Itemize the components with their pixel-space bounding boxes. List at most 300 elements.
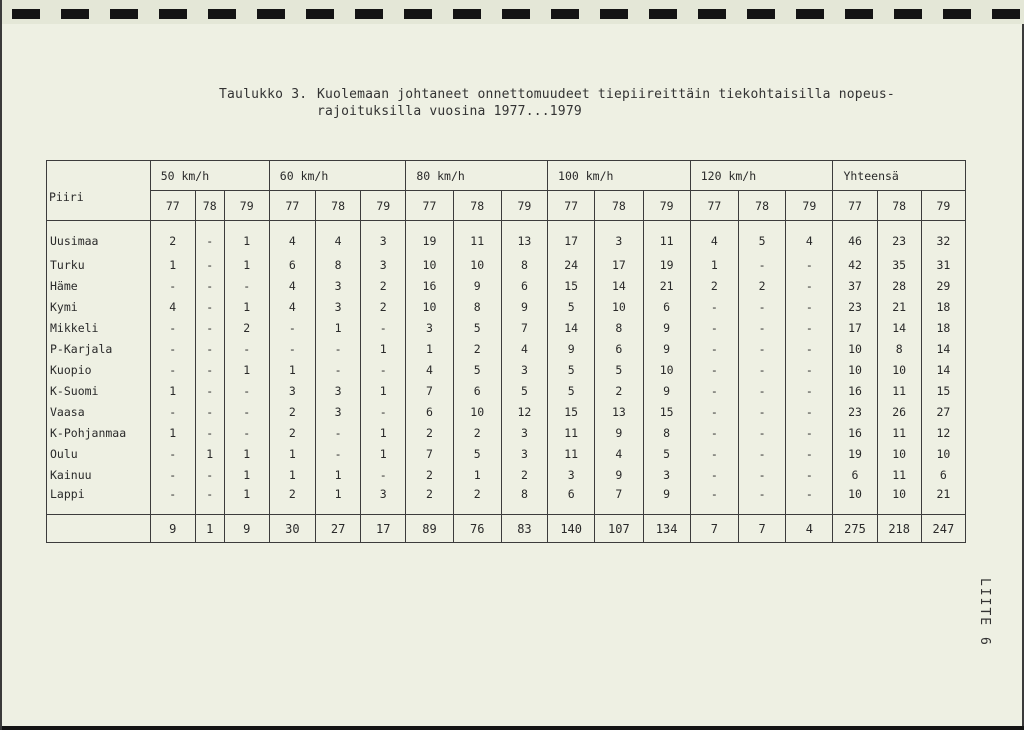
group-header-120: 120 km/h [690,161,833,191]
table-cell: 3 [269,380,315,401]
table-cell: - [150,275,195,296]
total-cell: 7 [739,515,786,543]
table-cell: 9 [643,380,690,401]
table-cell: 10 [877,485,921,515]
table-cell: 1 [269,443,315,464]
perforation-hole [502,9,530,19]
totals-label-cell [47,515,151,543]
table-cell: 1 [361,422,406,443]
table-cell: - [739,401,786,422]
table-cell: 1 [315,317,360,338]
table-cell: 6 [833,464,877,485]
table-cell: 19 [406,221,453,255]
table-cell: - [690,422,738,443]
table-cell: 8 [453,296,501,317]
table-cell: - [361,359,406,380]
table-cell: 37 [833,275,877,296]
table-cell: - [224,380,269,401]
table-cell: - [195,359,224,380]
total-cell: 7 [690,515,738,543]
table-cell: 10 [643,359,690,380]
table-cell: 2 [501,464,547,485]
table-cell: 1 [224,296,269,317]
table-row [47,359,966,380]
table-cell: 11 [877,422,921,443]
table-cell: 11 [453,221,501,255]
year-header-80-78: 78 [453,191,501,221]
table-cell: 9 [643,485,690,515]
district-name: Vaasa [47,401,151,422]
table-cell: 5 [643,443,690,464]
table-row [47,221,966,255]
table-cell: - [315,422,360,443]
year-header-60-79: 79 [361,191,406,221]
table-cell: 6 [921,464,965,485]
table-cell: 9 [548,338,595,359]
table-cell: - [224,422,269,443]
perforation-hole [306,9,334,19]
perforation-strip [2,0,1024,24]
table-cell: 14 [877,317,921,338]
table-cell: 2 [453,422,501,443]
table-cell: - [315,359,360,380]
table-cell: 5 [595,359,643,380]
table-cell: - [739,338,786,359]
table-cell: 32 [921,221,965,255]
table-row [47,317,966,338]
table-cell: 11 [548,443,595,464]
table-cell: 2 [224,317,269,338]
table-cell: 2 [690,275,738,296]
table-cell: 1 [150,254,195,275]
table-cell: 5 [739,221,786,255]
year-header-total-79: 79 [921,191,965,221]
table-cell: 26 [877,401,921,422]
table-cell: - [739,422,786,443]
group-header-50: 50 km/h [150,161,269,191]
group-header-total: Yhteensä [833,161,966,191]
table-cell: 16 [833,422,877,443]
table-cell: 4 [269,221,315,255]
table-cell: 31 [921,254,965,275]
table-cell: 10 [833,338,877,359]
table-cell: 14 [595,275,643,296]
group-header-100: 100 km/h [548,161,691,191]
district-name: Kainuu [47,464,151,485]
year-header-total-78: 78 [877,191,921,221]
table-cell: - [195,380,224,401]
year-header-50-79: 79 [224,191,269,221]
total-cell: 4 [786,515,833,543]
table-cell: 10 [453,254,501,275]
table-cell: - [150,464,195,485]
table-row [47,338,966,359]
year-header-60-78: 78 [315,191,360,221]
table-cell: 2 [269,485,315,515]
table-cell: - [786,275,833,296]
table-cell: 21 [877,296,921,317]
accident-table [46,160,966,543]
table-cell: 11 [643,221,690,255]
table-cell: 14 [921,359,965,380]
table-cell: - [739,317,786,338]
table-cell: 1 [224,464,269,485]
table-cell: 8 [315,254,360,275]
table-cell: - [315,443,360,464]
table-cell: - [195,254,224,275]
table-cell: 3 [361,254,406,275]
table-cell: 13 [595,401,643,422]
table-cell: 7 [501,317,547,338]
table-cell: 9 [643,317,690,338]
table-row [47,380,966,401]
total-cell: 30 [269,515,315,543]
table-cell: 19 [643,254,690,275]
perforation-hole [698,9,726,19]
table-cell: 7 [595,485,643,515]
perforation-hole [894,9,922,19]
table-cell: 8 [595,317,643,338]
group-header-60: 60 km/h [269,161,406,191]
table-cell: 12 [501,401,547,422]
table-cell: 2 [595,380,643,401]
table-cell: 9 [501,296,547,317]
table-cell: 10 [453,401,501,422]
table-cell: 3 [501,422,547,443]
table-cell: - [786,254,833,275]
table-cell: - [786,317,833,338]
total-cell: 27 [315,515,360,543]
table-cell: 7 [406,443,453,464]
table-cell: 14 [921,338,965,359]
table-cell: 4 [786,221,833,255]
table-cell: 1 [224,254,269,275]
total-cell: 218 [877,515,921,543]
district-name: K-Pohjanmaa [47,422,151,443]
table-cell: - [690,443,738,464]
table-row [47,296,966,317]
district-name: Lappi [47,485,151,515]
table-cell: 2 [269,422,315,443]
perforation-hole [845,9,873,19]
table-cell: - [739,464,786,485]
table-cell: 2 [361,275,406,296]
perforation-hole [992,9,1020,19]
table-cell: 5 [548,359,595,380]
total-cell: 9 [224,515,269,543]
table-cell: 1 [315,485,360,515]
table-cell: - [786,359,833,380]
table-cell: - [361,317,406,338]
table-cell: 1 [315,464,360,485]
perforation-hole [257,9,285,19]
year-header-50-77: 77 [150,191,195,221]
table-cell: 42 [833,254,877,275]
district-name: Häme [47,275,151,296]
table-cell: - [786,485,833,515]
table-body [47,221,966,515]
table-cell: 16 [833,380,877,401]
table-cell: 9 [595,464,643,485]
table-cell: 9 [595,422,643,443]
year-header-100-79: 79 [643,191,690,221]
table-cell: 1 [224,443,269,464]
total-cell: 1 [195,515,224,543]
table-cell: - [739,485,786,515]
table-cell: 10 [406,254,453,275]
table-cell: - [690,338,738,359]
table-cell: - [195,275,224,296]
caption-line-1: Kuolemaan johtaneet onnettomuudeet tiepiireittäin tiekohtaisilla nopeus- [317,87,895,102]
year-header-120-78: 78 [739,191,786,221]
table-cell: 11 [877,464,921,485]
table-cell: 3 [315,401,360,422]
table-cell: - [150,401,195,422]
table-cell: 3 [315,275,360,296]
table-cell: 2 [406,464,453,485]
table-cell: - [786,380,833,401]
caption-label: Taulukko 3. [219,87,308,102]
table-cell: 11 [548,422,595,443]
table-cell: - [150,338,195,359]
table-row [47,464,966,485]
table-cell: 29 [921,275,965,296]
table-cell: 2 [406,422,453,443]
table-cell: 1 [406,338,453,359]
perforation-hole [453,9,481,19]
table-cell: 5 [453,443,501,464]
table-cell: 3 [643,464,690,485]
table-cell: 8 [501,254,547,275]
table-cell: 4 [315,221,360,255]
table-cell: 2 [150,221,195,255]
perforation-hole [796,9,824,19]
table-cell: 3 [501,443,547,464]
table-cell: - [195,338,224,359]
table-cell: - [739,443,786,464]
table-cell: 3 [361,485,406,515]
table-cell: - [690,296,738,317]
district-name: Kuopio [47,359,151,380]
table-cell: - [150,359,195,380]
table-cell: - [224,401,269,422]
perforation-hole [159,9,187,19]
district-name: K-Suomi [47,380,151,401]
table-cell: 19 [833,443,877,464]
table-cell: 3 [361,221,406,255]
table-cell: 4 [150,296,195,317]
table-cell: 6 [453,380,501,401]
table-cell: 23 [833,296,877,317]
total-cell: 140 [548,515,595,543]
table-cell: - [786,296,833,317]
table-cell: 1 [361,338,406,359]
table-cell: 18 [921,317,965,338]
perforation-hole [551,9,579,19]
table-row [47,485,966,515]
total-cell: 76 [453,515,501,543]
table-cell: - [690,401,738,422]
table-cell: 16 [406,275,453,296]
table-cell: 18 [921,296,965,317]
table-cell: 1 [224,485,269,515]
table-cell: - [786,464,833,485]
table-cell: 6 [595,338,643,359]
total-cell: 134 [643,515,690,543]
table-cell: 10 [877,359,921,380]
table-cell: 7 [406,380,453,401]
table-cell: - [195,422,224,443]
table-cell: 3 [315,296,360,317]
table-cell: 1 [195,443,224,464]
table-cell: 1 [150,380,195,401]
table-cell: 6 [406,401,453,422]
table-cell: 1 [361,380,406,401]
table-cell: 13 [501,221,547,255]
table-cell: 10 [921,443,965,464]
table-cell: - [361,401,406,422]
table-cell: 21 [643,275,690,296]
table-cell: 5 [453,317,501,338]
table-cell: - [786,422,833,443]
table-cell: 10 [833,359,877,380]
table-cell: - [786,338,833,359]
year-header-50-78: 78 [195,191,224,221]
table-cell: 8 [501,485,547,515]
table-cell: 15 [548,401,595,422]
year-header-total-77: 77 [833,191,877,221]
district-name: Mikkeli [47,317,151,338]
table-cell: 46 [833,221,877,255]
table-cell: 23 [833,401,877,422]
table-cell: 5 [548,296,595,317]
district-name: Turku [47,254,151,275]
table-cell: 1 [269,464,315,485]
perforation-hole [943,9,971,19]
table-cell: 12 [921,422,965,443]
table-cell: 15 [921,380,965,401]
table-cell: - [361,464,406,485]
row-header-piiri: Piiri [47,161,151,221]
total-cell: 17 [361,515,406,543]
table-cell: 15 [548,275,595,296]
table-cell: - [690,380,738,401]
table-cell: 6 [643,296,690,317]
table-cell: 8 [877,338,921,359]
table-cell: - [195,464,224,485]
table-cell: 10 [406,296,453,317]
table-cell: 1 [224,359,269,380]
table-cell: 2 [739,275,786,296]
table-cell: - [224,338,269,359]
table-cell: 5 [501,380,547,401]
table-cell: 27 [921,401,965,422]
table-row [47,275,966,296]
group-header-80: 80 km/h [406,161,548,191]
table-cell: - [224,275,269,296]
total-cell: 247 [921,515,965,543]
table-cell: - [150,485,195,515]
table-cell: 1 [690,254,738,275]
table-row [47,401,966,422]
table-row [47,422,966,443]
table-cell: 4 [690,221,738,255]
year-header-80-77: 77 [406,191,453,221]
table-cell: 6 [548,485,595,515]
table-cell: 2 [406,485,453,515]
table-cell: 24 [548,254,595,275]
year-header-120-77: 77 [690,191,738,221]
table-cell: 6 [501,275,547,296]
appendix-label: LIITE 6 [977,578,992,647]
total-cell: 9 [150,515,195,543]
year-header-60-77: 77 [269,191,315,221]
perforation-hole [747,9,775,19]
table-row [47,254,966,275]
table-cell: 2 [361,296,406,317]
table-cell: - [269,317,315,338]
table-cell: - [315,338,360,359]
year-header-120-79: 79 [786,191,833,221]
table-cell: - [269,338,315,359]
perforation-hole [600,9,628,19]
table-cell: - [690,359,738,380]
table-cell: - [690,485,738,515]
table-cell: 21 [921,485,965,515]
year-header-80-79: 79 [501,191,547,221]
table-cell: - [739,380,786,401]
perforation-hole [61,9,89,19]
table-cell: 14 [548,317,595,338]
table-cell: 17 [833,317,877,338]
total-cell: 107 [595,515,643,543]
table-cell: 23 [877,221,921,255]
total-cell: 275 [833,515,877,543]
perforation-hole [355,9,383,19]
total-cell: 83 [501,515,547,543]
table-cell: 11 [877,380,921,401]
table-cell: 28 [877,275,921,296]
district-name: Kymi [47,296,151,317]
table-cell: 10 [833,485,877,515]
table-cell: 3 [315,380,360,401]
table-cell: 3 [548,464,595,485]
table-cell: 2 [453,485,501,515]
perforation-hole [208,9,236,19]
table-cell: 1 [150,422,195,443]
district-name: Oulu [47,443,151,464]
table-cell: 1 [224,221,269,255]
table-cell: - [690,464,738,485]
table-cell: 4 [269,296,315,317]
totals-row [47,515,966,543]
table-cell: 17 [595,254,643,275]
table-cell: - [786,443,833,464]
table-cell: 5 [548,380,595,401]
group-header-row [47,161,966,191]
table-cell: 4 [406,359,453,380]
district-name: P-Karjala [47,338,151,359]
table-cell: 35 [877,254,921,275]
year-header-row [47,191,966,221]
table-cell: 2 [269,401,315,422]
table-row [47,443,966,464]
table-cell: 8 [643,422,690,443]
year-header-100-77: 77 [548,191,595,221]
table-cell: - [195,317,224,338]
table-cell: 17 [548,221,595,255]
table-cell: 2 [453,338,501,359]
